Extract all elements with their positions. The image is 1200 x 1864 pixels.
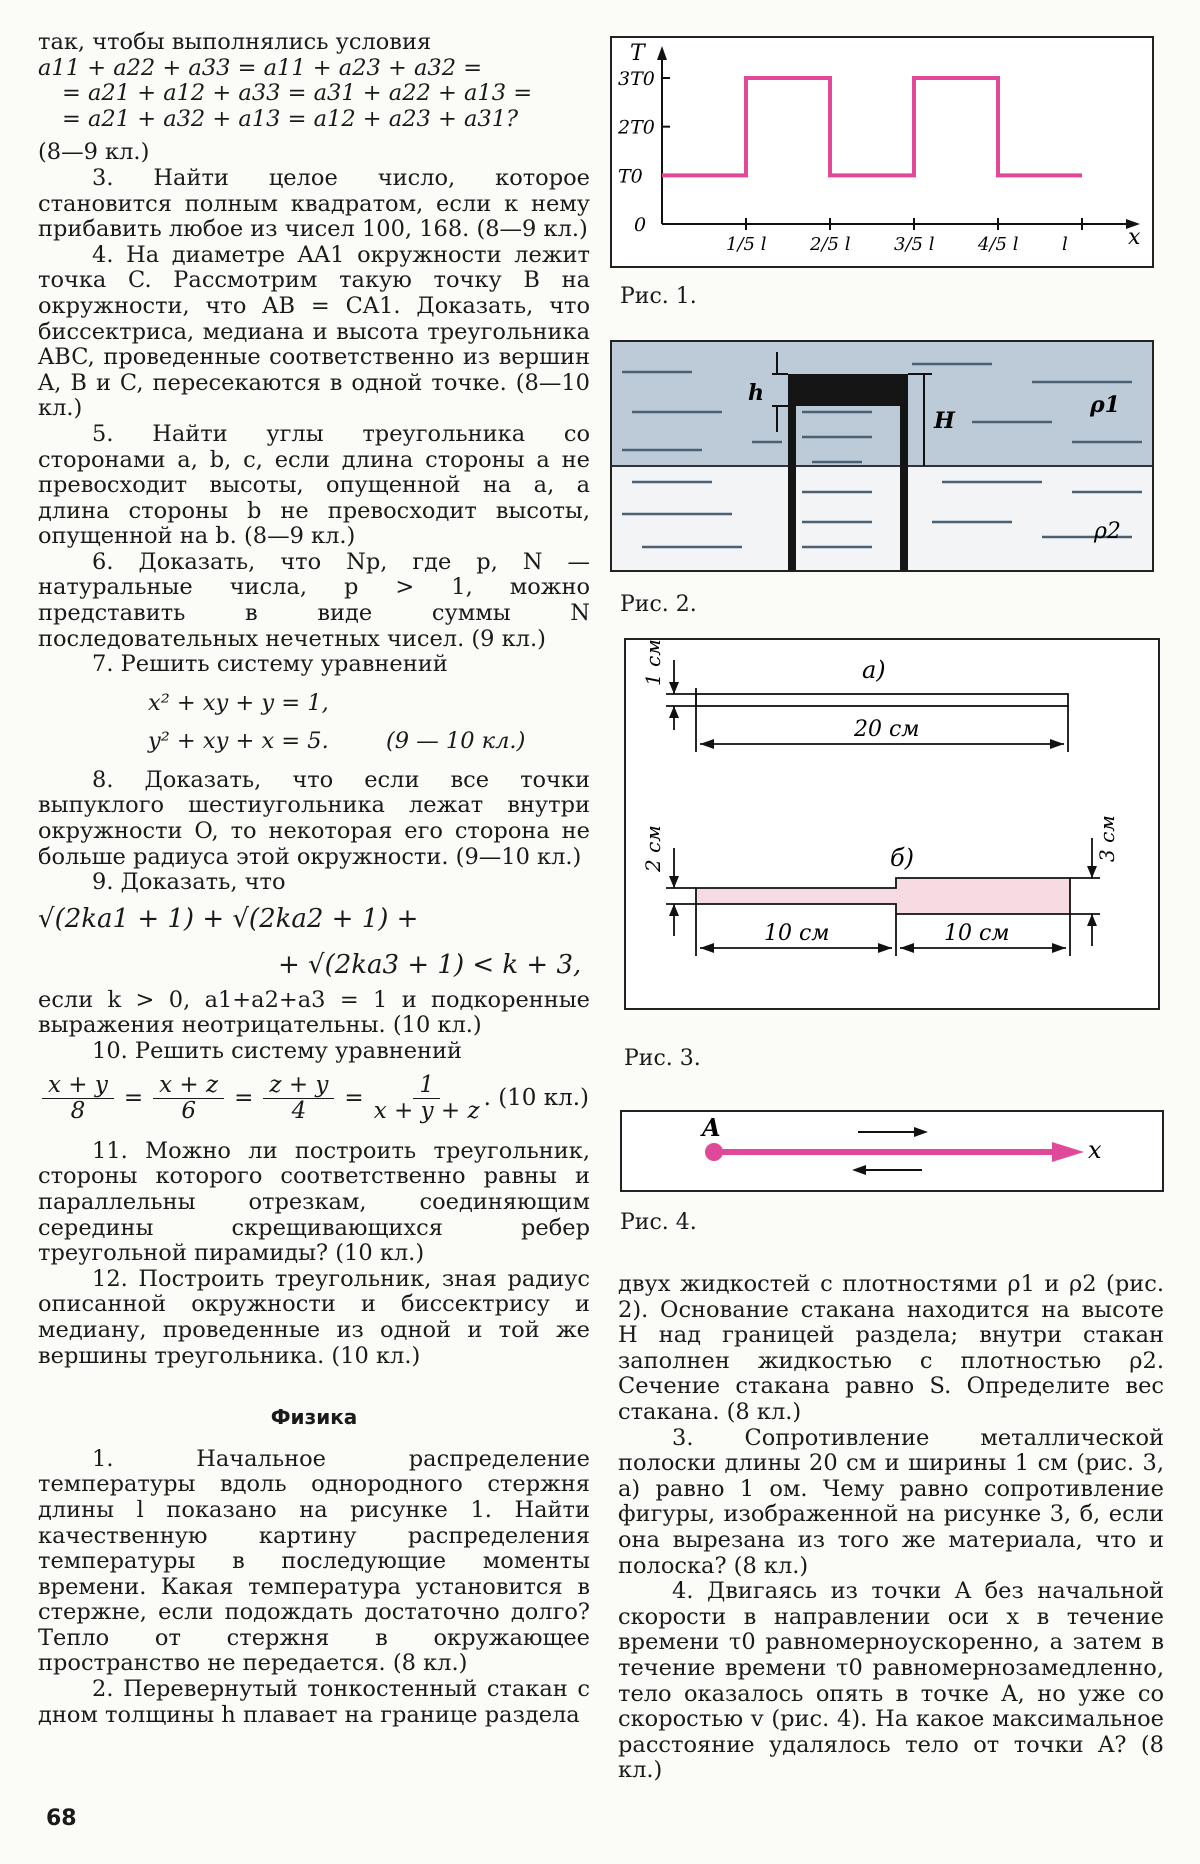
y-tick-label: 3T0 — [618, 68, 655, 90]
denominator: 4 — [291, 1098, 307, 1125]
physics-problem-2: 2. Перевернутый тонкостенный стакан с дном толщины h плавает на границе раздела — [38, 1676, 590, 1728]
strip-diagram — [626, 640, 1158, 1008]
y-tick-label: 2T0 — [618, 116, 655, 139]
fraction — [153, 1073, 224, 1125]
physics-problem-2-continued: двух жидкостей с плотностями ρ1 и ρ2 (рис. 2). Основание стакана находится на высоте H над границей раздела; внутри стакан заполнен жидкостью с плотностью ρ2. Сечение стакана равно S. Определите вес стакана. (8 кл.) — [618, 1271, 1164, 1425]
problem-9-conditions: если k > 0, a1+a2+a3 = 1 и подкоренные выражения неотрицательны. (10 кл.) — [38, 986, 590, 1039]
figure-2 — [610, 340, 1154, 572]
text-line: (8—9 кл.) — [38, 139, 150, 166]
glass-bottom — [788, 374, 908, 406]
problem-3: 3. Найти целое число, которое становится полным квадратом, если к нему прибавить любое из чисел 100, 168. (8—9 кл.) — [38, 164, 590, 243]
label-H: H — [934, 408, 955, 434]
root-inequality-1: √(2ka1 + 1) + √(2ka2 + 1) + — [38, 903, 419, 934]
label-20cm: 20 см — [854, 717, 920, 742]
x-tick-label: 3/5 l — [894, 234, 935, 255]
physics-problem-1: 1. Начальное распределение температуры вдоль однородного стержня длины l показано на рисунке 1. Найти качественную картину распределения температуры в последующие моменты времени. Какая температура установится в стержне, если подождать достаточно долго? Тепло от стержня в окружающее пространство не передается. (8 кл.) — [38, 1445, 590, 1677]
numerator: 1 — [413, 1073, 440, 1100]
physics-problem-4: 4. Двигаясь из точки A без начальной скорости в направлении оси x в течение времени τ0 равномерноускоренно, а затем в течение времени τ0 равномернозамедленно, тело оказалось опять в точке A, но уже со скоростью v (рис. 4). На какое максимальное расстояние удалялось тело от точки A? (8 кл.) — [618, 1578, 1164, 1784]
equation-line: a11 + a22 + a33 = a11 + a23 + a32 = — [38, 54, 483, 81]
fraction — [263, 1073, 334, 1125]
y-axis-label: T — [630, 41, 645, 66]
fraction-note: . (10 кл.) — [483, 1084, 590, 1111]
label-10cm-right: 10 см — [944, 921, 1010, 946]
label-1cm: 1 см — [641, 640, 665, 686]
y-tick-label: 0 — [634, 214, 647, 236]
figure-4 — [620, 1110, 1164, 1192]
x-tick-label: 1/5 l — [726, 234, 767, 255]
denominator: x + y + z — [373, 1098, 480, 1125]
problem-5: 5. Найти углы треугольника со сторонами a, b, c, если длина стороны a не превосходит высоты, опущенной на a, а длина стороны b не превосходит высоты, опущенной на b. (8—9 кл.) — [38, 420, 590, 550]
strip-a — [696, 694, 1068, 706]
problem-9: 9. Доказать, что — [92, 869, 286, 896]
problem-11: 11. Можно ли построить треугольник, стороны которого соответственно равны и параллельны отрезкам, соединяющим середины скрещивающихся ребер треугольной пирамиды? (10 кл.) — [38, 1137, 590, 1267]
problem-12: 12. Построить треугольник, зная радиус описанной окружности и биссектрису и медиану, проведенные из одной и той же вершины треугольника. (10 кл.) — [38, 1265, 590, 1369]
label-rho2: ρ2 — [1094, 519, 1121, 544]
figure-1-caption: Рис. 1. — [620, 284, 697, 309]
text-line: так, чтобы выполнялись условия — [38, 29, 432, 55]
problem-10: 10. Решить систему уравнений — [92, 1038, 463, 1064]
label-b: б) — [890, 844, 915, 872]
label-2cm: 2 см — [641, 825, 665, 872]
strip-b — [696, 878, 1070, 914]
label-a: а) — [862, 656, 886, 684]
label-10cm-left: 10 см — [764, 921, 830, 946]
figure-3-caption: Рис. 3. — [624, 1046, 701, 1071]
numerator: z + y — [263, 1073, 334, 1100]
physics-problem-3: 3. Сопротивление металлической полоски длины 20 см и ширины 1 см (рис. 3, а) равно 1 ом. Чему равно сопротивление фигуры, изображенной на рисунке 3, б, если она вырезана из того же материала, что и полоска? (8 кл.) — [618, 1424, 1164, 1579]
temperature-series-line — [662, 78, 1082, 175]
equation-line: = a21 + a32 + a13 = a12 + a23 + a31? — [62, 105, 519, 132]
x-tick-label: 2/5 l — [810, 234, 851, 255]
motion-arrowhead — [1052, 1142, 1084, 1162]
glass-diagram — [612, 342, 1152, 570]
section-title-physics: Физика — [270, 1405, 358, 1430]
temperature-chart — [612, 38, 1152, 266]
page-number: 68 — [46, 1806, 77, 1831]
y-tick-label: T0 — [618, 165, 643, 188]
figure-1 — [610, 36, 1154, 268]
problem-8: 8. Доказать, что если все точки выпуклого шестиугольника лежат внутри окружности O, то некоторая его сторона не больше радиуса этой окружности. (9—10 кл.) — [38, 766, 590, 870]
problem-7: 7. Решить систему уравнений — [92, 651, 448, 678]
figure-3 — [624, 638, 1160, 1010]
motion-diagram — [622, 1112, 1162, 1190]
fraction — [374, 1073, 480, 1125]
figure-4-caption: Рис. 4. — [620, 1210, 697, 1235]
x-tick-label: 4/5 l — [978, 234, 1019, 255]
label-rho1: ρ1 — [1090, 392, 1120, 418]
denominator: 8 — [70, 1098, 86, 1125]
problem-6: 6. Доказать, что Np, где p, N — натуральные числа, p > 1, можно представить в виде суммы N последовательных нечетных чисел. (9 кл.) — [38, 548, 590, 652]
label-x: x — [1088, 1136, 1102, 1164]
fraction-system: $\frac{x + y}{8}$ = $\frac{x + z}{6}$ = $\frac{z + y}{4}$ = $\frac{1}{x + y + z}$ . (10 кл.) — [38, 1073, 590, 1125]
numerator: x + y — [42, 1073, 114, 1100]
fraction — [42, 1073, 114, 1125]
equation-system — [148, 684, 590, 760]
figure-2-caption: Рис. 2. — [620, 592, 697, 617]
system-line-1: x² + xy + y = 1, — [148, 689, 329, 716]
x-tick-label: l — [1062, 234, 1068, 255]
point-A-dot — [705, 1143, 723, 1161]
denominator: 6 — [181, 1098, 196, 1125]
root-inequality-2: + √(2ka3 + 1) < k + 3, — [278, 949, 582, 980]
right-column — [618, 1272, 1164, 1784]
left-column — [38, 30, 590, 1728]
label-3cm: 3 см — [1095, 815, 1119, 862]
problem-4: 4. На диаметре AA1 окружности лежит точка C. Рассмотрим такую точку B на окружности, что AB = CA1. Доказать, что биссектриса, медиана и высота треугольника ABC, проведенные соответственно из вершин A, B и C, пересекаются в одной точке. (8—10 кл.) — [38, 241, 590, 422]
x-axis-label: x — [1128, 225, 1141, 250]
label-A: A — [702, 1113, 721, 1142]
equation-line: = a21 + a12 + a33 = a31 + a22 + a13 = — [62, 80, 533, 107]
glass-wall-left — [788, 374, 796, 570]
system-line-2: y² + xy + x = 5. (9 — 10 кл.) — [148, 727, 526, 754]
label-h: h — [748, 380, 764, 406]
glass-wall-right — [900, 374, 908, 570]
numerator: x + z — [153, 1073, 224, 1100]
y-axis-arrow — [657, 46, 667, 60]
